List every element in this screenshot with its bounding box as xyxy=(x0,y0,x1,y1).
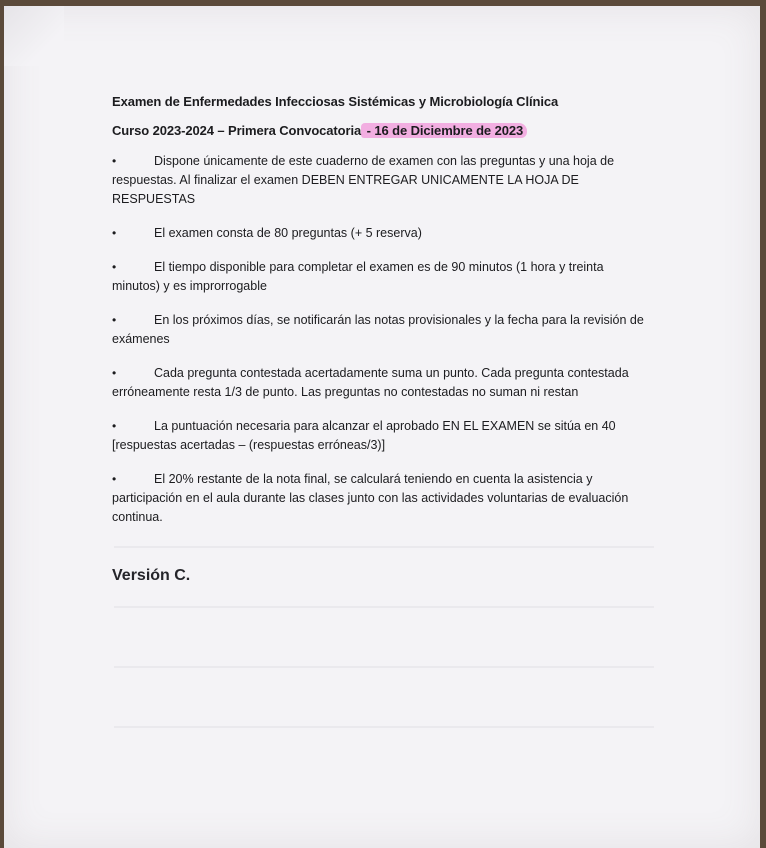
rule-item xyxy=(112,152,652,209)
exam-date-highlight: - 16 de Diciembre de 2023 xyxy=(361,123,527,138)
folded-corner xyxy=(4,6,64,66)
bullet-icon: • xyxy=(112,472,117,486)
rule-item xyxy=(112,258,652,296)
bullet-icon: • xyxy=(112,366,117,380)
exam-page xyxy=(4,6,760,848)
bleed-through-line xyxy=(114,606,654,608)
bleed-through-line xyxy=(114,726,654,728)
bullet-icon: • xyxy=(112,313,117,327)
bleed-through-line xyxy=(114,666,654,668)
exam-version-label: Versión C. xyxy=(112,567,191,584)
exam-subtitle xyxy=(112,123,652,138)
rule-item xyxy=(112,364,652,402)
bullet-icon: • xyxy=(112,154,117,168)
bullet-icon: • xyxy=(112,226,117,240)
rule-item xyxy=(112,470,652,527)
bullet-icon: • xyxy=(112,419,117,433)
rule-item xyxy=(112,224,652,243)
rule-text: En los próximos días, se notificarán las notas provisionales y la fecha para la revisión de exámenes xyxy=(112,313,644,346)
rule-text: El tiempo disponible para completar el examen es de 90 minutos (1 hora y treinta minutos) y es improrrogable xyxy=(112,260,604,293)
rule-text: El 20% restante de la nota final, se calculará teniendo en cuenta la asistencia y participación en el aula durante las clases junto con las actividades voluntarias de evaluación continua. xyxy=(112,472,629,524)
exam-rules-list xyxy=(112,152,652,527)
exam-header-content xyxy=(112,94,652,585)
rule-item xyxy=(112,417,652,455)
course-convocatoria: Curso 2023-2024 – Primera Convocatoria xyxy=(112,123,362,138)
bullet-icon: • xyxy=(112,260,117,274)
rule-text: Dispone únicamente de este cuaderno de examen con las preguntas y una hoja de respuestas. Al finalizar el examen DEBEN ENTREGAR UNICAMENTE LA HOJA DE RESPUESTAS xyxy=(112,154,615,206)
rule-item xyxy=(112,311,652,349)
rule-text: Cada pregunta contestada acertadamente suma un punto. Cada pregunta contestada erróneamente resta 1/3 de punto. Las preguntas no contestadas no suman ni restan xyxy=(112,366,629,399)
rule-text: El examen consta de 80 preguntas (+ 5 reserva) xyxy=(154,226,422,240)
rule-text: La puntuación necesaria para alcanzar el aprobado EN EL EXAMEN se sitúa en 40 [respuestas acertadas – (respuestas erróneas/3)] xyxy=(112,419,616,452)
exam-title: Examen de Enfermedades Infecciosas Sistémicas y Microbiología Clínica xyxy=(112,94,559,109)
